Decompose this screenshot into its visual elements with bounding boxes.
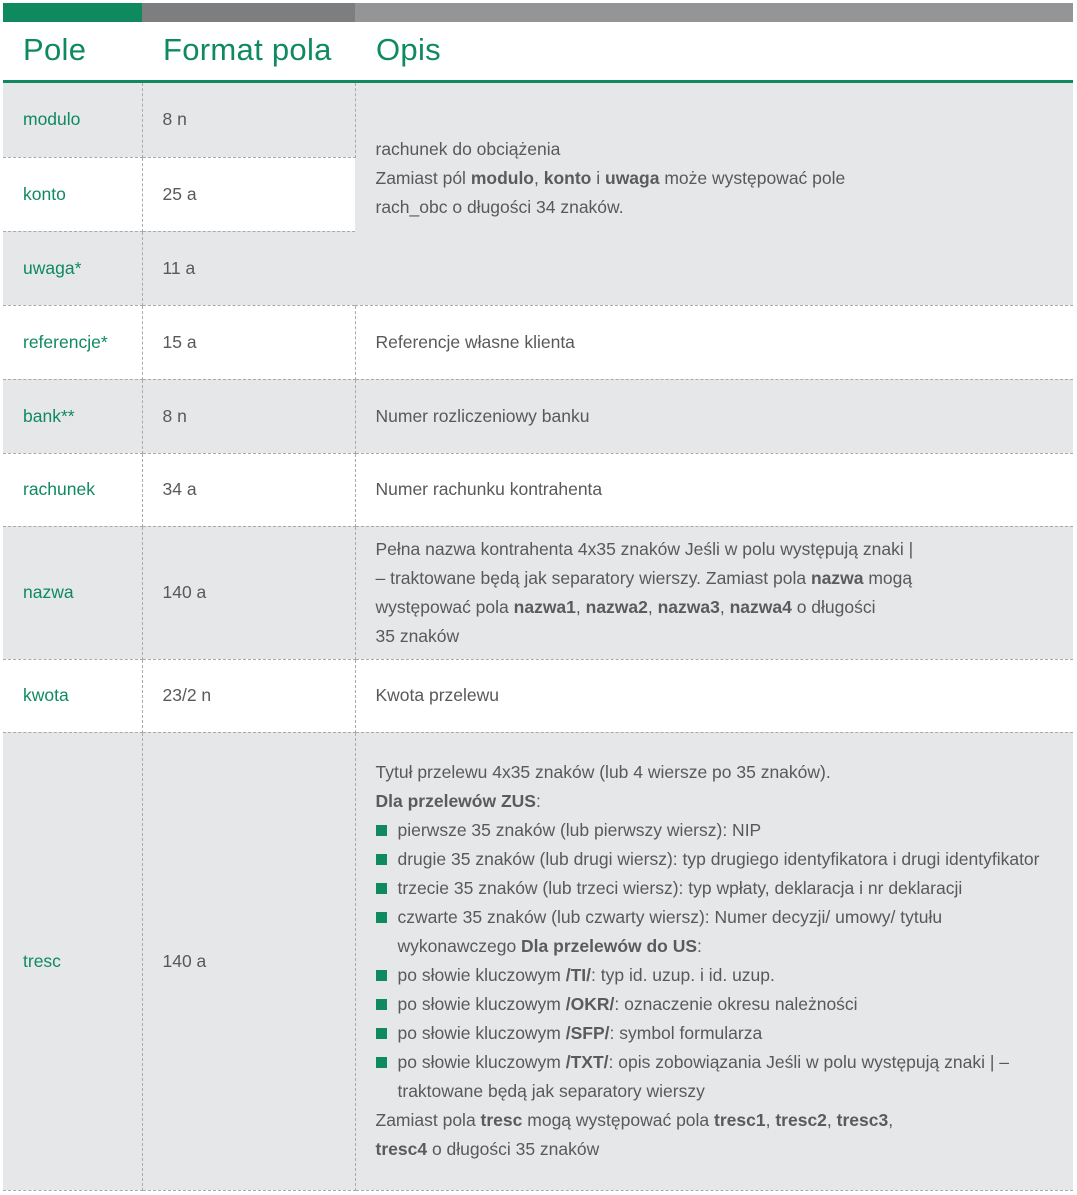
table-row bbox=[3, 526, 1073, 659]
field-description: Numer rachunku kontrahenta bbox=[355, 453, 1073, 526]
header-opis: Opis bbox=[376, 32, 441, 67]
field-name: kwota bbox=[3, 659, 142, 732]
list-item: drugie 35 znaków (lub drugi wiersz): typ drugiego identyfikatora i drugi identyfikator bbox=[376, 845, 1054, 874]
table-header bbox=[3, 22, 1073, 80]
field-name: referencje* bbox=[3, 305, 142, 379]
square-bullet-icon bbox=[376, 825, 387, 836]
field-format: 8 n bbox=[142, 83, 355, 157]
field-description: Pełna nazwa kontrahenta 4x35 znaków Jeśli w polu występują znaki | – traktowane będą jak separatory wierszy. Zamiast pola nazwa mogą występować pola nazwa1, nazwa2, nazwa3, nazwa4 o długości 35 znaków bbox=[355, 526, 1073, 659]
square-bullet-icon bbox=[376, 1028, 387, 1039]
field-description: Referencje własne klienta bbox=[355, 305, 1073, 379]
field-name: uwaga* bbox=[3, 231, 142, 305]
field-name: konto bbox=[3, 157, 142, 231]
table-row bbox=[3, 659, 1073, 732]
square-bullet-icon bbox=[376, 970, 387, 981]
header-format: Format pola bbox=[163, 32, 332, 67]
header-pole: Pole bbox=[23, 32, 87, 67]
square-bullet-icon bbox=[376, 912, 387, 923]
list-item: trzecie 35 znaków (lub trzeci wiersz): typ wpłaty, deklaracja i nr deklaracji bbox=[376, 874, 1054, 903]
field-format: 11 a bbox=[142, 231, 355, 305]
table-row bbox=[3, 732, 1073, 1190]
table-row bbox=[3, 379, 1073, 453]
top-bar-green-segment bbox=[3, 3, 142, 22]
square-bullet-icon bbox=[376, 999, 387, 1010]
table-row bbox=[3, 453, 1073, 526]
field-format: 15 a bbox=[142, 305, 355, 379]
top-bar-gray-segment bbox=[355, 3, 1073, 22]
field-name: nazwa bbox=[3, 526, 142, 659]
field-description: Numer rozliczeniowy banku bbox=[355, 379, 1073, 453]
list-item: po słowie kluczowym /TI/: typ id. uzup. i id. uzup. bbox=[376, 961, 1054, 990]
table-row bbox=[3, 305, 1073, 379]
field-format: 23/2 n bbox=[142, 659, 355, 732]
field-format: 140 a bbox=[142, 526, 355, 659]
list-item: czwarte 35 znaków (lub czwarty wiersz): Numer decyzji/ umowy/ tytułu wykonawczego Dla przelewów do US: bbox=[376, 903, 1054, 961]
list-item: pierwsze 35 znaków (lub pierwszy wiersz): NIP bbox=[376, 816, 1054, 845]
field-description: Kwota przelewu bbox=[355, 659, 1073, 732]
list-item: po słowie kluczowym /OKR/: oznaczenie okresu należności bbox=[376, 990, 1054, 1019]
field-description: rachunek do obciążenia Zamiast pól modulo, konto i uwaga może występować pole rach_obc o długości 34 znaków. bbox=[355, 83, 1073, 305]
field-format: 25 a bbox=[142, 157, 355, 231]
square-bullet-icon bbox=[376, 854, 387, 865]
field-description: Tytuł przelewu 4x35 znaków (lub 4 wiersze po 35 znaków). Dla przelewów ZUS: pierwsze 35 znaków (lub pierwszy wiersz): NIP drugie 35 znaków (lub drugi wiersz): typ drugiego identyfikatora i drugi identyfikator trzecie 35 znaków (lub trzeci wiersz): typ wpłaty, deklaracja i nr deklaracji czwarte 35 znaków (lub czwarty wiersz): Numer decyzji/ umowy/ tytułu wykonawczego Dla przelewów do US: po słowie kluczowym /TI/: typ id. uzup. i id. uzup. po słowie kluczowym /OKR/: oznaczenie okresu należności po słowie kluczowym /SFP/: symbol formularza po słowie kluczowym /TXT/: opis zobowiązania Jeśli w polu występują znaki | – traktowane będą jak separatory wierszy Zamiast pola tresc mogą występować pola tresc1, tresc2, tresc3, tresc4 o długości 35 znaków bbox=[355, 732, 1073, 1190]
top-bar-dark-gray-segment bbox=[142, 3, 355, 22]
fields-table bbox=[3, 83, 1073, 1191]
field-name: tresc bbox=[3, 732, 142, 1190]
square-bullet-icon bbox=[376, 883, 387, 894]
table-row bbox=[3, 83, 1073, 157]
square-bullet-icon bbox=[376, 1057, 387, 1068]
field-format: 8 n bbox=[142, 379, 355, 453]
field-name: modulo bbox=[3, 83, 142, 157]
top-color-bar bbox=[3, 3, 1073, 22]
list-item: po słowie kluczowym /SFP/: symbol formularza bbox=[376, 1019, 1054, 1048]
field-format: 34 a bbox=[142, 453, 355, 526]
list-item: po słowie kluczowym /TXT/: opis zobowiązania Jeśli w polu występują znaki | – traktowane będą jak separatory wierszy bbox=[376, 1048, 1054, 1106]
field-name: rachunek bbox=[3, 453, 142, 526]
field-format: 140 a bbox=[142, 732, 355, 1190]
field-name: bank** bbox=[3, 379, 142, 453]
